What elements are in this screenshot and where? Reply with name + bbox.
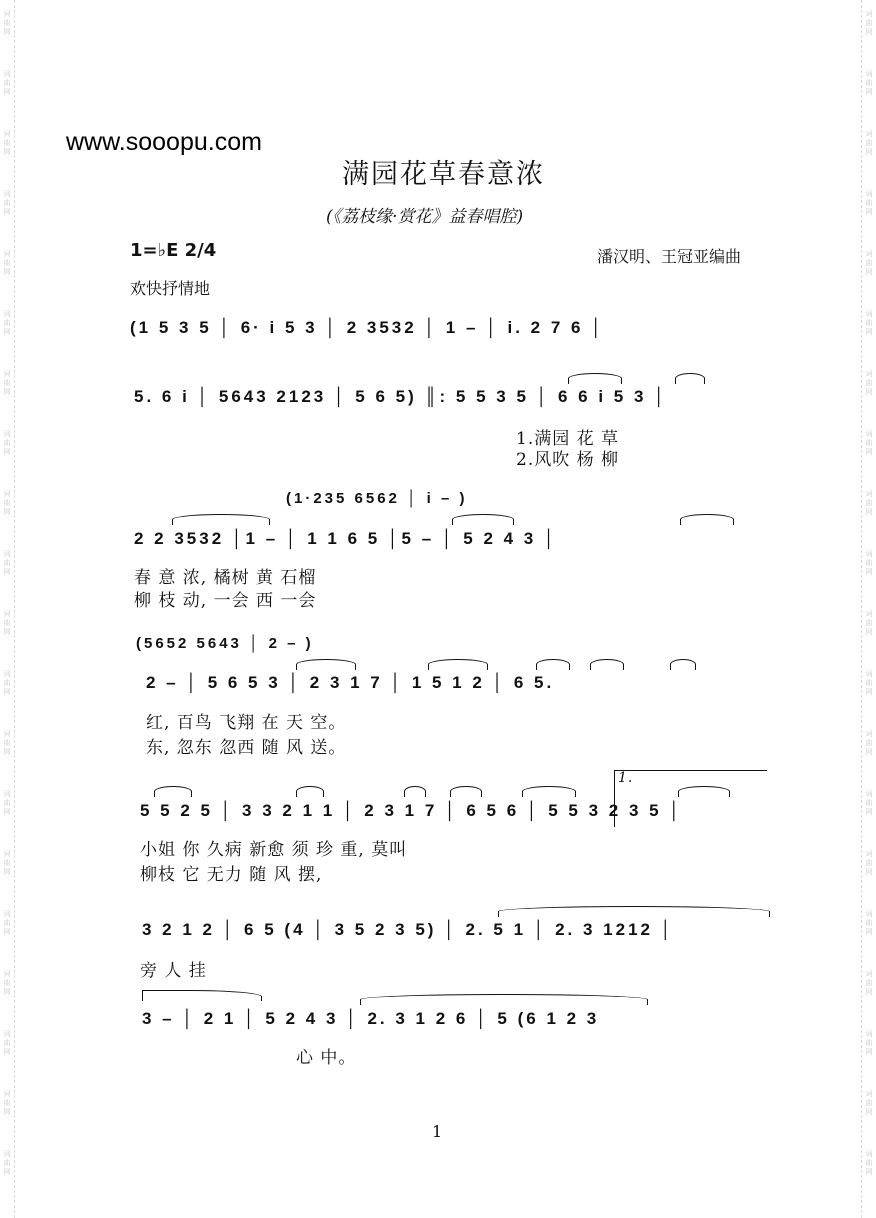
watermark-char: 词 <box>3 130 11 138</box>
watermark-char: 曲 <box>3 859 11 867</box>
watermark-char: 网 <box>865 1108 873 1116</box>
watermark-char: 曲 <box>865 139 873 147</box>
watermark-char: 网 <box>3 808 11 816</box>
slur <box>360 994 648 1005</box>
watermark-char: 网 <box>3 868 11 876</box>
watermark-char: 网 <box>865 868 873 876</box>
watermark-char: 曲 <box>865 859 873 867</box>
slur <box>452 514 514 525</box>
watermark-char: 词 <box>865 1090 873 1098</box>
watermark-char: 词 <box>865 130 873 138</box>
system-2-notes: 5. 6 i │ 5643 2123 │ 5 6 5) ║: 5 5 3 5 │ 6 6 i 5 3 │ <box>134 387 668 406</box>
system-7-lyric-1: 心 中。 <box>296 1048 357 1068</box>
slur <box>590 659 624 670</box>
watermark-char: 词 <box>3 490 11 498</box>
watermark-char: 词 <box>865 730 873 738</box>
watermark-char: 网 <box>865 568 873 576</box>
watermark-char: 曲 <box>3 499 11 507</box>
system-3-notes: 2 2 3532 │1 – │ 1 1 6 5 │5 – │ 5 2 4 3 │ <box>134 529 558 548</box>
slur <box>296 659 356 670</box>
watermark-char: 网 <box>3 1168 11 1176</box>
watermark-char: 词 <box>865 70 873 78</box>
watermark-char: 曲 <box>3 199 11 207</box>
watermark-char: 网 <box>3 688 11 696</box>
watermark-char: 网 <box>865 628 873 636</box>
watermark-char: 词 <box>865 310 873 318</box>
watermark-char: 网 <box>3 268 11 276</box>
right-watermark-strip <box>861 0 876 1218</box>
watermark-char: 词 <box>3 10 11 18</box>
system-3-lyric-1: 春 意 浓, 橘树 黄 石榴 <box>134 568 317 588</box>
watermark-char: 词 <box>3 970 11 978</box>
page-number: 1 <box>432 1122 443 1141</box>
watermark-char: 曲 <box>865 379 873 387</box>
watermark-char: 曲 <box>865 499 873 507</box>
score-subtitle: (《荔枝缘·赏花》益春唱腔) <box>326 207 524 227</box>
slur <box>428 659 488 670</box>
watermark-char: 曲 <box>865 319 873 327</box>
composer-credit: 潘汉明、王冠亚编曲 <box>597 247 742 266</box>
system-4-intro: (5652 5643 │ 2 – ) <box>136 635 314 652</box>
watermark-char: 曲 <box>865 679 873 687</box>
slur <box>172 514 270 525</box>
slur <box>678 786 730 797</box>
system-1-notes: (1 5 3 5 │ 6· i 5 3 │ 2 3532 │ 1 – │ i. 2 7 6 │ <box>130 318 605 337</box>
system-6-notes: 3 2 1 2 │ 6 5 (4 │ 3 5 2 3 5) │ 2. 5 1 │ 2. 3 1212 │ <box>142 920 675 939</box>
watermark-char: 曲 <box>865 619 873 627</box>
tempo-marking: 欢快抒情地 <box>130 279 211 298</box>
slur <box>675 373 705 384</box>
watermark-char: 网 <box>865 388 873 396</box>
watermark-char: 网 <box>865 448 873 456</box>
system-2-lyric-1: 1.满园 花 草 <box>516 429 620 449</box>
watermark-char: 词 <box>3 1090 11 1098</box>
system-3-intro: (1·235 6562 │ i – ) <box>286 490 468 507</box>
watermark-char: 曲 <box>3 139 11 147</box>
watermark-char: 曲 <box>3 319 11 327</box>
watermark-char: 网 <box>865 748 873 756</box>
watermark-char: 词 <box>3 910 11 918</box>
watermark-char: 词 <box>865 790 873 798</box>
watermark-char: 网 <box>3 508 11 516</box>
watermark-char: 词 <box>865 910 873 918</box>
watermark-char: 词 <box>3 790 11 798</box>
watermark-char: 曲 <box>865 19 873 27</box>
watermark-char: 词 <box>865 10 873 18</box>
watermark-char: 曲 <box>3 259 11 267</box>
watermark-char: 曲 <box>865 79 873 87</box>
site-url: www.sooopu.com <box>66 128 262 156</box>
system-3-lyric-2: 柳 枝 动, 一会 西 一会 <box>134 591 317 611</box>
watermark-char: 网 <box>3 988 11 996</box>
watermark-char: 曲 <box>3 979 11 987</box>
score-title: 满园花草春意浓 <box>342 159 545 190</box>
watermark-char: 词 <box>3 1030 11 1038</box>
watermark-char: 曲 <box>865 1099 873 1107</box>
watermark-char: 网 <box>3 148 11 156</box>
system-5-lyric-2: 柳枝 它 无力 随 风 摆, <box>140 865 323 885</box>
system-4-lyric-1: 红, 百鸟 飞翔 在 天 空。 <box>146 713 347 733</box>
watermark-char: 网 <box>865 268 873 276</box>
tie <box>498 906 770 917</box>
slur <box>670 659 696 670</box>
system-6-lyric-1: 旁 人 挂 <box>140 961 207 981</box>
system-5-notes: 5 5 2 5 │ 3 3 2 1 1 │ 2 3 1 7 │ 6 5 6 │ 5 5 3 2 3 5 │ <box>140 801 683 820</box>
watermark-char: 词 <box>3 1150 11 1158</box>
watermark-char: 网 <box>3 568 11 576</box>
watermark-char: 曲 <box>3 619 11 627</box>
watermark-char: 网 <box>865 148 873 156</box>
watermark-char: 曲 <box>3 679 11 687</box>
system-2-lyric-2: 2.风吹 杨 柳 <box>516 450 620 470</box>
watermark-char: 网 <box>865 88 873 96</box>
slur <box>296 786 324 797</box>
watermark-char: 词 <box>3 850 11 858</box>
watermark-char: 网 <box>865 688 873 696</box>
watermark-char: 词 <box>3 550 11 558</box>
watermark-char: 网 <box>3 748 11 756</box>
watermark-char: 网 <box>865 208 873 216</box>
watermark-char: 词 <box>865 430 873 438</box>
watermark-char: 曲 <box>3 799 11 807</box>
watermark-char: 网 <box>865 508 873 516</box>
slur <box>404 786 426 797</box>
watermark-char: 网 <box>3 448 11 456</box>
watermark-char: 网 <box>3 88 11 96</box>
watermark-char: 网 <box>3 28 11 36</box>
watermark-char: 曲 <box>865 799 873 807</box>
watermark-char: 词 <box>3 730 11 738</box>
watermark-char: 曲 <box>3 739 11 747</box>
system-7-notes: 3 – │ 2 1 │ 5 2 4 3 │ 2. 3 1 2 6 │ 5 (6 1 2 3 <box>142 1009 600 1028</box>
watermark-char: 词 <box>865 550 873 558</box>
watermark-char: 词 <box>3 190 11 198</box>
slur <box>450 786 482 797</box>
watermark-char: 网 <box>865 808 873 816</box>
tie <box>142 990 262 1001</box>
watermark-char: 词 <box>865 370 873 378</box>
watermark-char: 词 <box>3 610 11 618</box>
system-5-lyric-1: 小姐 你 久病 新愈 须 珍 重, 莫叫 <box>140 840 408 860</box>
watermark-char: 词 <box>3 250 11 258</box>
watermark-char: 曲 <box>865 739 873 747</box>
watermark-char: 词 <box>865 610 873 618</box>
watermark-char: 词 <box>865 490 873 498</box>
watermark-char: 网 <box>3 628 11 636</box>
key-signature: 1=♭E 2/4 <box>130 240 217 261</box>
watermark-char: 曲 <box>865 199 873 207</box>
watermark-char: 曲 <box>3 1099 11 1107</box>
system-4-lyric-2: 东, 忽东 忽西 随 风 送。 <box>146 738 347 758</box>
watermark-char: 词 <box>3 70 11 78</box>
watermark-char: 词 <box>865 670 873 678</box>
watermark-char: 词 <box>3 370 11 378</box>
watermark-char: 词 <box>865 850 873 858</box>
watermark-char: 词 <box>865 250 873 258</box>
slur <box>568 373 622 384</box>
watermark-char: 曲 <box>865 979 873 987</box>
watermark-char: 网 <box>3 928 11 936</box>
watermark-char: 网 <box>3 1048 11 1056</box>
watermark-char: 曲 <box>865 919 873 927</box>
watermark-char: 曲 <box>3 919 11 927</box>
watermark-char: 曲 <box>865 1159 873 1167</box>
watermark-char: 曲 <box>865 259 873 267</box>
watermark-char: 曲 <box>3 379 11 387</box>
watermark-char: 网 <box>865 28 873 36</box>
watermark-char: 词 <box>865 1150 873 1158</box>
watermark-char: 词 <box>3 430 11 438</box>
slur <box>154 786 192 797</box>
watermark-char: 词 <box>865 190 873 198</box>
watermark-char: 曲 <box>3 79 11 87</box>
watermark-char: 词 <box>3 670 11 678</box>
slur <box>522 786 576 797</box>
slur <box>680 514 734 525</box>
watermark-char: 曲 <box>865 559 873 567</box>
watermark-char: 曲 <box>3 19 11 27</box>
watermark-char: 网 <box>3 328 11 336</box>
left-watermark-strip <box>0 0 15 1218</box>
watermark-char: 词 <box>865 970 873 978</box>
watermark-char: 曲 <box>865 1039 873 1047</box>
watermark-char: 曲 <box>3 559 11 567</box>
watermark-char: 曲 <box>3 1039 11 1047</box>
watermark-char: 网 <box>3 388 11 396</box>
slur <box>536 659 570 670</box>
watermark-char: 网 <box>865 328 873 336</box>
watermark-char: 曲 <box>3 439 11 447</box>
watermark-char: 网 <box>3 208 11 216</box>
watermark-char: 网 <box>865 1168 873 1176</box>
watermark-char: 网 <box>865 928 873 936</box>
watermark-char: 曲 <box>865 439 873 447</box>
system-4-notes: 2 – │ 5 6 5 3 │ 2 3 1 7 │ 1 5 1 2 │ 6 5. <box>146 673 555 692</box>
watermark-char: 网 <box>865 1048 873 1056</box>
watermark-char: 词 <box>865 1030 873 1038</box>
watermark-char: 网 <box>3 1108 11 1116</box>
watermark-char: 曲 <box>3 1159 11 1167</box>
watermark-char: 网 <box>865 988 873 996</box>
volta-number: 1. <box>618 770 634 786</box>
watermark-char: 词 <box>3 310 11 318</box>
